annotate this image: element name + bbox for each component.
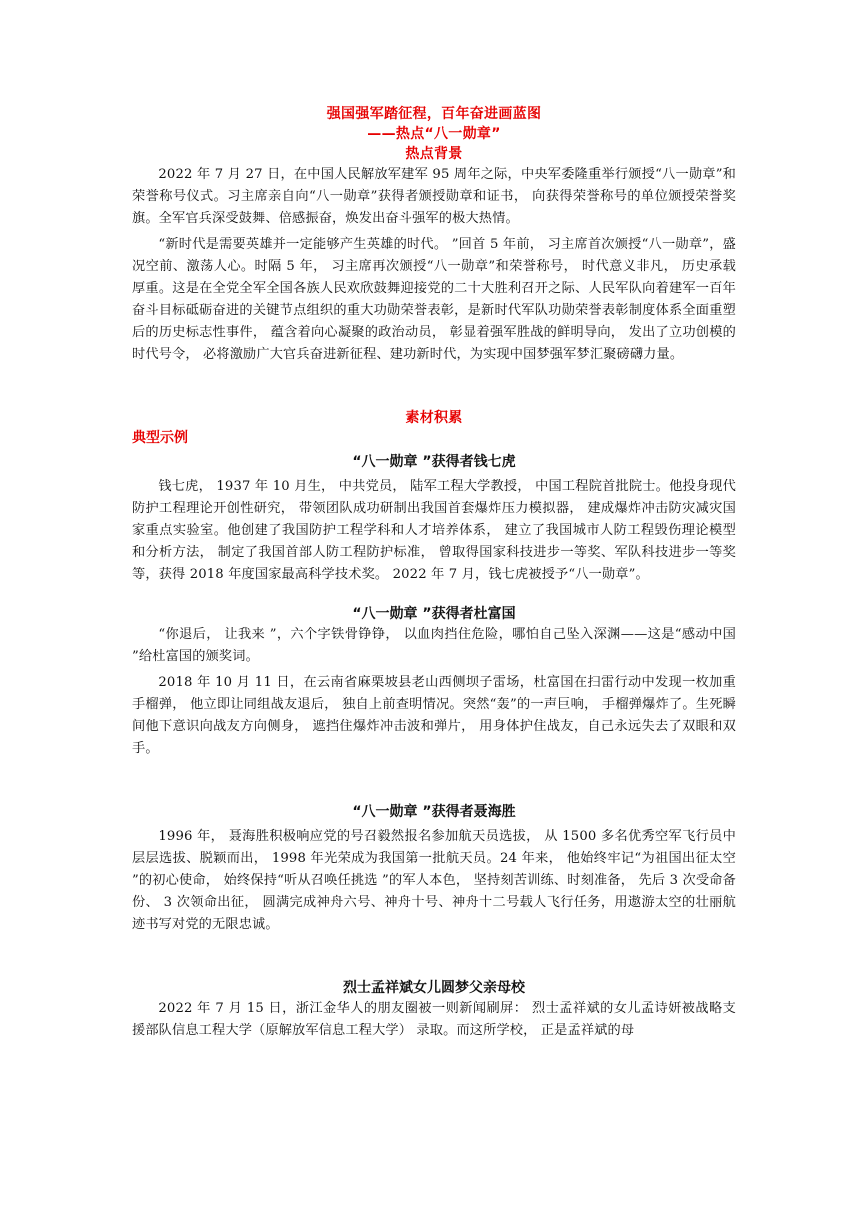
document-page bbox=[132, 104, 736, 1042]
example-2-title: “八一勋章 ”获得者杜富国 bbox=[352, 606, 516, 622]
example-3-paragraph: 1996 年， 聂海胜积极响应党的号召毅然报名参加航天员选拔， 从 1500 多名优秀空军飞行员中层层选拔、脱颖而出， 1998 年光荣成为我国第一批航天员。24 年来， 他始终牢记“为祖国出征太空 ”的初心使命， 始终保持“听从召唤任挑选 ”的军人本色， 坚持刻苦训练、时刻准备， 先后 3 次受命备份、 3 次领命出征， 圆满完成神舟六号、神舟十号、神舟十二号载人飞行任务，用遨游太空的壮丽航迹书写对党的无限忠诚。 bbox=[132, 829, 736, 932]
example-4-title: 烈士孟祥斌女儿圆梦父亲母校 bbox=[343, 980, 525, 996]
example-1-title: “八一勋章 ”获得者钱七虎 bbox=[352, 454, 516, 470]
example-2-paragraph-2: 2018 年 10 月 11 日，在云南省麻栗坡县老山西侧坝子雷场，杜富国在扫雷行动中发现一枚加重手榴弹， 他立即让同组战友退后， 独自上前查明情况。突然“轰”的一声巨响， 手榴弹爆炸了。生死瞬间他下意识向战友方向侧身， 遮挡住爆炸冲击波和弹片， 用身体护住战友，自己永远失去了双眼和双手。 bbox=[132, 675, 736, 756]
example-4-paragraph: 2022 年 7 月 15 日，浙江金华人的朋友圈被一则新闻刷屏： 烈士孟祥斌的女儿孟诗妍被战略支援部队信息工程大学（原解放军信息工程大学） 录取。而这所学校， 正是孟祥斌的母 bbox=[132, 1001, 736, 1038]
section-heading-background: 热点背景 bbox=[405, 146, 463, 162]
example-2-paragraph-1: “你退后， 让我来 ”，六个字铁骨铮铮， 以血肉挡住危险，哪怕自己坠入深渊——这是“感动中国 ”给杜富国的颁奖词。 bbox=[132, 627, 736, 664]
document-title-line2: ——热点“八一勋章” bbox=[367, 126, 501, 142]
example-1-paragraph: 钱七虎， 1937 年 10 月生， 中共党员， 陆军工程大学教授， 中国工程院首批院士。他投身现代防护工程理论开创性研究， 带领团队成功研制出我国首套爆炸压力模拟器， 建成爆炸冲击防灾减灾国家重点实验室。他创建了我国防护工程学科和人才培养体系， 建立了我国城市人防工程毁伤理论模型和分析方法， 制定了我国首部人防工程防护标准， 曾取得国家科技进步一等奖、军队科技进步一等奖等，获得 2018 年度国家最高科学技术奖。 2022 年 7 月，钱七虎被授予“八一勋章”。 bbox=[132, 479, 736, 582]
example-3-title: “八一勋章 ”获得者聂海胜 bbox=[352, 804, 516, 820]
examples-label: 典型示例 bbox=[132, 430, 188, 446]
background-paragraph-1: 2022 年 7 月 27 日，在中国人民解放军建军 95 周年之际，中央军委隆重举行颁授“八一勋章”和荣誉称号仪式。习主席亲自向“八一勋章”获得者颁授勋章和证书， 向获得荣誉称号的单位颁授荣誉奖旗。全军官兵深受鼓舞、倍感振奋，焕发出奋斗强军的极大热情。 bbox=[132, 167, 736, 226]
document-title-line1: 强国强军踏征程，百年奋进画蓝图 bbox=[326, 106, 542, 122]
section-heading-material: 素材积累 bbox=[405, 410, 463, 426]
background-paragraph-2: “新时代是需要英雄并一定能够产生英雄的时代。 ”回首 5 年前， 习主席首次颁授“八一勋章”，盛况空前、激荡人心。时隔 5 年， 习主席再次颁授“八一勋章”和荣誉称号， 时代意义非凡， 历史承载厚重。这是在全党全军全国各族人民欢欣鼓舞迎接党的二十大胜利召开之际、人民军队向着建军一百年奋斗目标砥砺奋进的关键节点组织的重大功勋荣誉表彰，是新时代军队功勋荣誉表彰制度体系全面重塑后的历史标志性事件， 蕴含着向心凝聚的政治动员， 彰显着强军胜战的鲜明导向， 发出了立功创模的时代号令， 必将激励广大官兵奋进新征程、建功新时代，为实现中国梦强军梦汇聚磅礴力量。 bbox=[132, 237, 736, 362]
